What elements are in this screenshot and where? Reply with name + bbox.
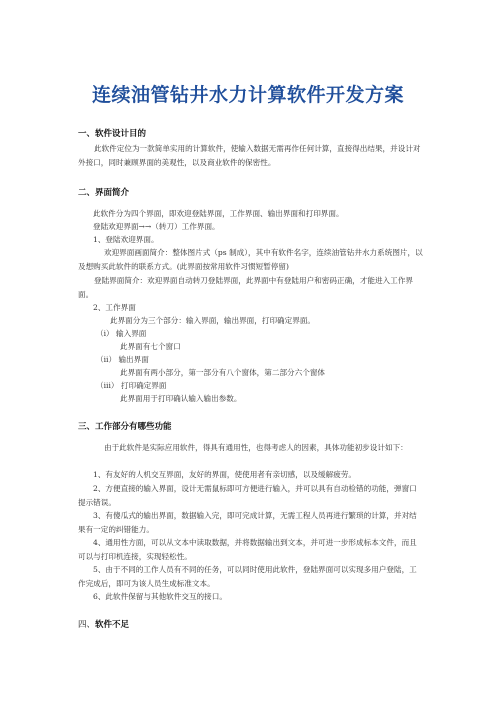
section-2-line-8: （i） 输入界面 <box>96 329 147 338</box>
section-2-line-3: 1、登陆欢迎界面。 <box>93 235 159 244</box>
document-title: 连续油管钻井水力计算软件开发方案 <box>91 84 404 106</box>
section-2-line-2: 登陆欢迎界面→→（转刀）工作界面。 <box>93 222 220 231</box>
section-3-intro: 由于此软件是实际应用软件，得具有通用性，也得考虑人的因素，具体功能初步设计如下： <box>104 443 408 452</box>
section-1-body: 此软件定位为一款简单实用的计算软件，使输入数据无需再作任何计算，直接得出结果，并设计对外接口，同时兼顾界面的美观性，以及商业软件的保密性。 <box>78 144 421 167</box>
section-3-item-3: 3、有傻瓜式的输出界面，数据输入完，即可完成计算，无需工程人员再进行繁琐的计算，并对结果有一定的纠错能力。 <box>78 511 417 534</box>
section-2-line-9: 此界面有七个窗口 <box>120 342 181 351</box>
section-3-item-5: 5、由于不同的工作人员有不同的任务，可以同时使用此软件，登陆界面可以实现多用户登陆，工作完成后，即可为该人员生成标准文本。 <box>78 565 417 588</box>
section-3-item-6: 6、此软件保留与其他软件交互的接口。 <box>93 592 227 601</box>
section-3-item-2: 2、方便直接的输入界面，设计无需鼠标即可方便进行输入，并可以具有自动检错的功能，弹窗口提示错误。 <box>78 484 417 507</box>
section-2-line-6: 2、工作界面 <box>93 303 136 312</box>
section-2-line-12: （iii） 打印确定界面 <box>96 381 167 390</box>
section-2-line-1: 此软件分为四个界面，即欢迎登陆界面，工作界面、输出界面和打印界面。 <box>93 209 344 218</box>
section-4-heading-text: 软件不足 <box>95 620 130 630</box>
section-4-heading-number: 四、 <box>78 620 96 630</box>
section-2-line-4: 欢迎界面画面简介：整体图片式（ps 制成），其中有软件名字，连续油管钻井水力系统图片，以及想购买此软件的联系方式。(此界面按常用软件习惯短暂停留) <box>78 248 423 271</box>
section-3-heading: 三、工作部分有哪些功能 <box>78 422 172 432</box>
section-4-heading <box>78 618 129 630</box>
section-2-line-5: 登陆界面简介：欢迎界面自动转刀登陆界面，此界面中有登陆用户和密码正确，才能进入工作界面。 <box>78 276 413 299</box>
section-2-line-10: （ii） 输出界面 <box>96 355 149 364</box>
section-2-line-7: 此界面分为三个部分：输入界面，输出界面，打印确定界面。 <box>110 316 316 325</box>
section-2-line-11: 此界面有两小部分，第一部分有八个窗体，第二部分六个窗体 <box>120 368 326 377</box>
section-1-heading: 一、软件设计目的 <box>78 129 147 139</box>
section-2-heading: 二、界面简介 <box>78 188 130 198</box>
section-3-item-4: 4、通用性方面，可以从文本中读取数据，并将数据输出到文本，并可进一步形成标本文件，而且可以与打印机连接，实现轻松性。 <box>78 538 417 561</box>
section-2-line-13: 此界面用于打印确认输入输出参数。 <box>120 394 242 403</box>
section-3-item-1: 1、有友好的人机交互界面，友好的界面，使使用者有亲切感，以及缓解疲劳。 <box>93 470 357 479</box>
